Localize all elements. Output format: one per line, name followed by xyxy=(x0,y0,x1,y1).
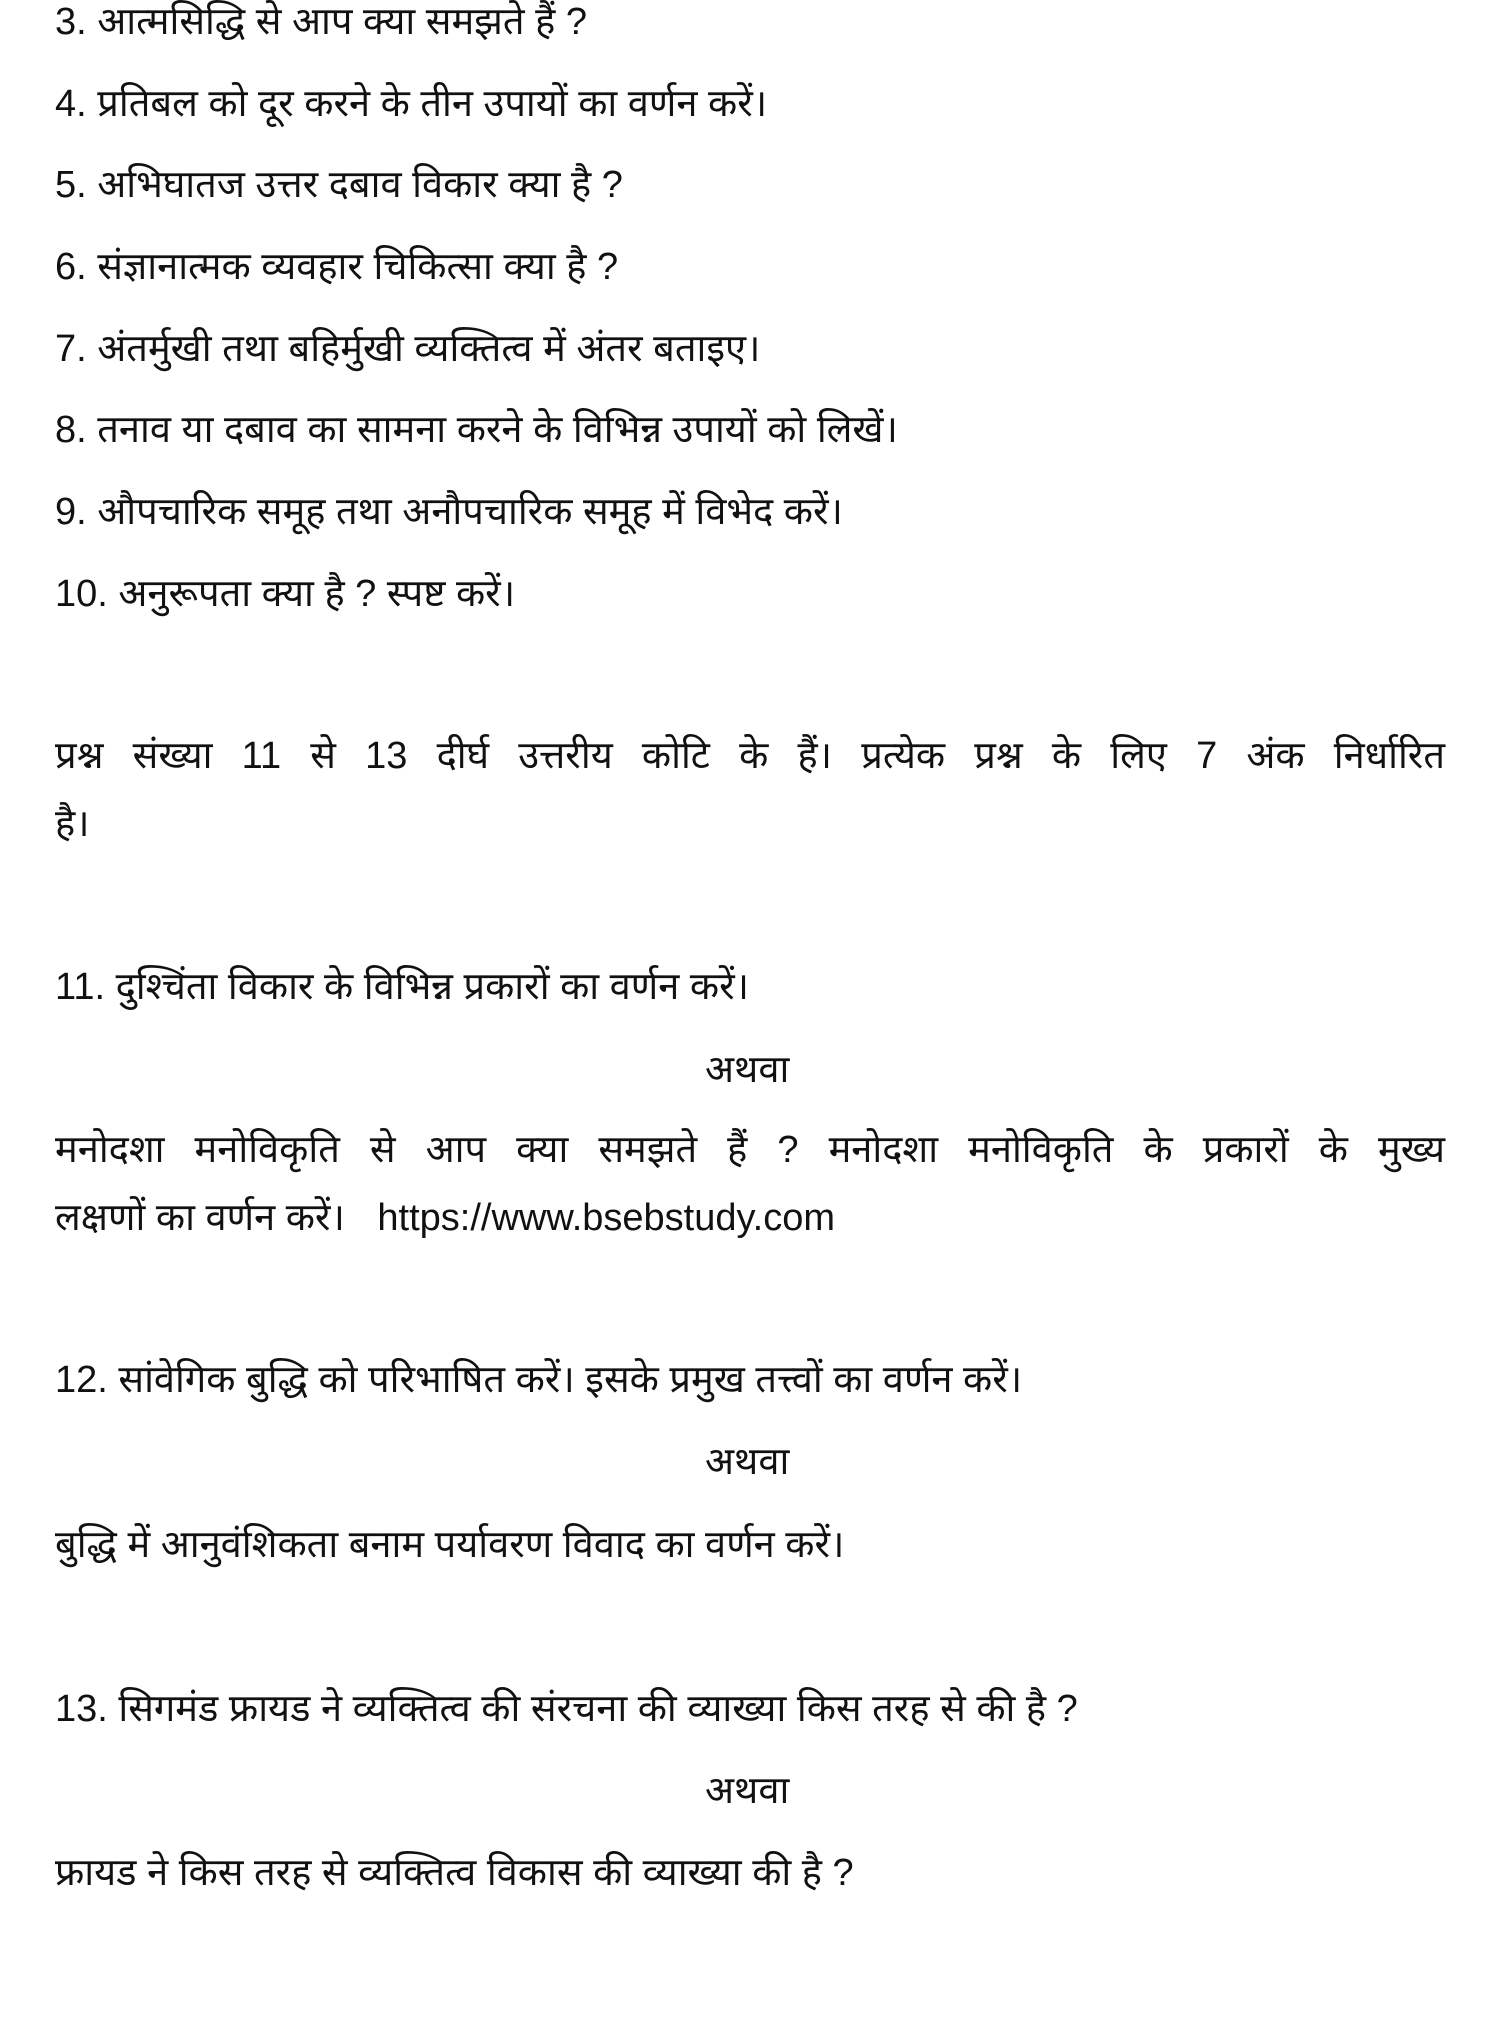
question-4: 4. प्रतिबल को दूर करने के तीन उपायों का वर्णन करें। xyxy=(55,83,768,125)
question-10: 10. अनुरूपता क्या है ? स्पष्ट करें। xyxy=(55,573,516,615)
source-link[interactable]: https://www.bsebstudy.com xyxy=(377,1197,836,1239)
or-label: अथवा xyxy=(705,1441,790,1483)
question-8: 8. तनाव या दबाव का सामना करने के विभिन्न उपायों को लिखें। xyxy=(55,409,898,451)
question-12-alternative: बुद्धि में आनुवंशिकता बनाम पर्यावरण विवाद का वर्णन करें। xyxy=(55,1524,845,1566)
question-11: 11. दुश्चिंता विकार के विभिन्न प्रकारों का वर्णन करें। xyxy=(55,966,750,1008)
question-9: 9. औपचारिक समूह तथा अनौपचारिक समूह में विभेद करें। xyxy=(55,491,843,533)
question-3: 3. आत्मसिद्धि से आप क्या समझते हैं ? xyxy=(55,1,587,43)
question-6: 6. संज्ञानात्मक व्यवहार चिकित्सा क्या है ? xyxy=(55,246,619,288)
question-11-alternative-line-1: मनोदशा मनोविकृति से आप क्या समझते हैं ? मनोदशा मनोविकृति के प्रकारों के मुख्य xyxy=(55,1129,1445,1171)
question-13-alternative: फ्रायड ने किस तरह से व्यक्तित्व विकास की व्याख्या की है ? xyxy=(55,1852,854,1894)
question-12: 12. सांवेगिक बुद्धि को परिभाषित करें। इसके प्रमुख तत्त्वों का वर्णन करें। xyxy=(55,1359,1023,1401)
question-11-alternative-line-2 xyxy=(55,1196,835,1240)
question-11-alternative-text: लक्षणों का वर्णन करें। xyxy=(55,1197,345,1239)
or-label: अथवा xyxy=(705,1770,790,1812)
question-5: 5. अभिघातज उत्तर दबाव विकार क्या है ? xyxy=(55,164,623,206)
instruction-line-1: प्रश्न संख्या 11 से 13 दीर्घ उत्तरीय कोटि के हैं। प्रत्येक प्रश्न के लिए 7 अंक निर्धारित xyxy=(55,735,1445,777)
question-7: 7. अंतर्मुखी तथा बहिर्मुखी व्यक्तित्व में अंतर बताइए। xyxy=(55,328,761,370)
question-13: 13. सिगमंड फ्रायड ने व्यक्तित्व की संरचना की व्याख्या किस तरह से की है ? xyxy=(55,1688,1078,1730)
instruction-line-2: है। xyxy=(55,803,90,845)
or-label: अथवा xyxy=(705,1049,790,1091)
